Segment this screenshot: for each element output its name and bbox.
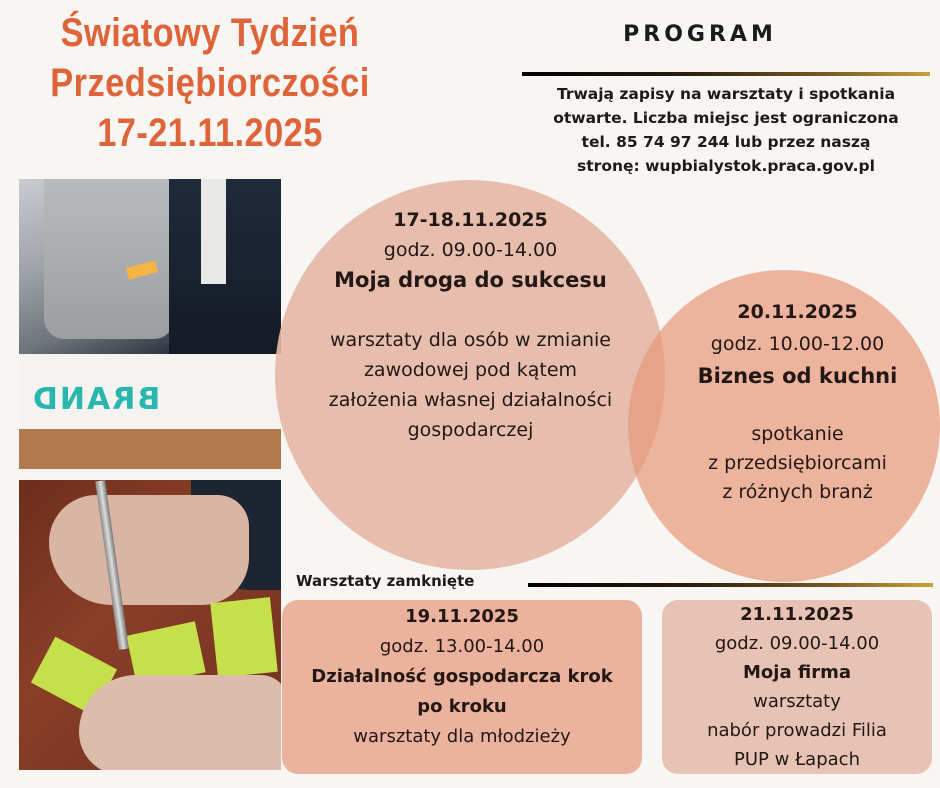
event-date: 21.11.2025: [740, 604, 854, 625]
event-card-dzialalnosc: [282, 600, 642, 774]
event-date: 20.11.2025: [737, 301, 858, 323]
gradient-divider-bottom: [528, 583, 933, 587]
event-time: godz. 13.00-14.00: [379, 636, 545, 657]
event-time: godz. 09.00-14.00: [714, 633, 880, 654]
sticky-note: [210, 597, 278, 678]
title-line-1: Światowy Tydzień: [60, 11, 360, 55]
info-line-2: otwarte. Liczba miejsc jest ograniczona: [553, 109, 899, 127]
event-description: spotkanie z przedsiębiorcami z różnych branż: [708, 423, 887, 503]
closed-workshops-label: Warsztaty zamknięte: [296, 572, 475, 590]
program-heading: PROGRAM: [623, 22, 777, 47]
event-title: Biznes od kuchni: [697, 364, 898, 388]
event-date: 19.11.2025: [405, 606, 519, 627]
info-line-1: Trwają zapisy na warsztaty i spotkania: [556, 85, 896, 103]
photo-writing-sticky-notes: [19, 480, 281, 770]
event-description: warsztaty dla młodzieży: [353, 726, 571, 747]
event-title: Moja firma: [743, 662, 851, 683]
photo-team-brainstorm: [19, 179, 281, 469]
event-title: Działalność gospodarcza krok po kroku: [311, 666, 613, 717]
event-title: Moja droga do sukcesu: [334, 268, 607, 292]
title-line-2: Przedsiębiorczości: [50, 61, 370, 105]
event-date: 17-18.11.2025: [393, 209, 548, 231]
event-time: godz. 09.00-14.00: [383, 239, 558, 261]
registration-info: [520, 82, 932, 178]
event-biznes-od-kuchni: [660, 296, 935, 507]
brainstorm-board: [19, 354, 281, 434]
event-moja-droga: [283, 205, 658, 445]
info-line-4-website: stronę: wupbialystok.praca.gov.pl: [577, 157, 875, 175]
poster-title: [29, 8, 390, 158]
event-card-moja-firma: [662, 600, 932, 774]
info-line-3-phone: tel. 85 74 97 244 lub przez naszą: [581, 133, 871, 151]
event-description: warsztaty nabór prowadzi Filia PUP w Łapach: [707, 691, 887, 770]
event-time: godz. 10.00-12.00: [710, 333, 885, 355]
event-description: warsztaty dla osób w zmianie zawodowej pod kątem założenia własnej działalności gospodarczej: [328, 329, 613, 441]
board-word: BRAND: [31, 382, 161, 417]
title-line-3-dates: 17-21.11.2025: [97, 111, 323, 155]
gradient-divider-top: [522, 72, 930, 76]
